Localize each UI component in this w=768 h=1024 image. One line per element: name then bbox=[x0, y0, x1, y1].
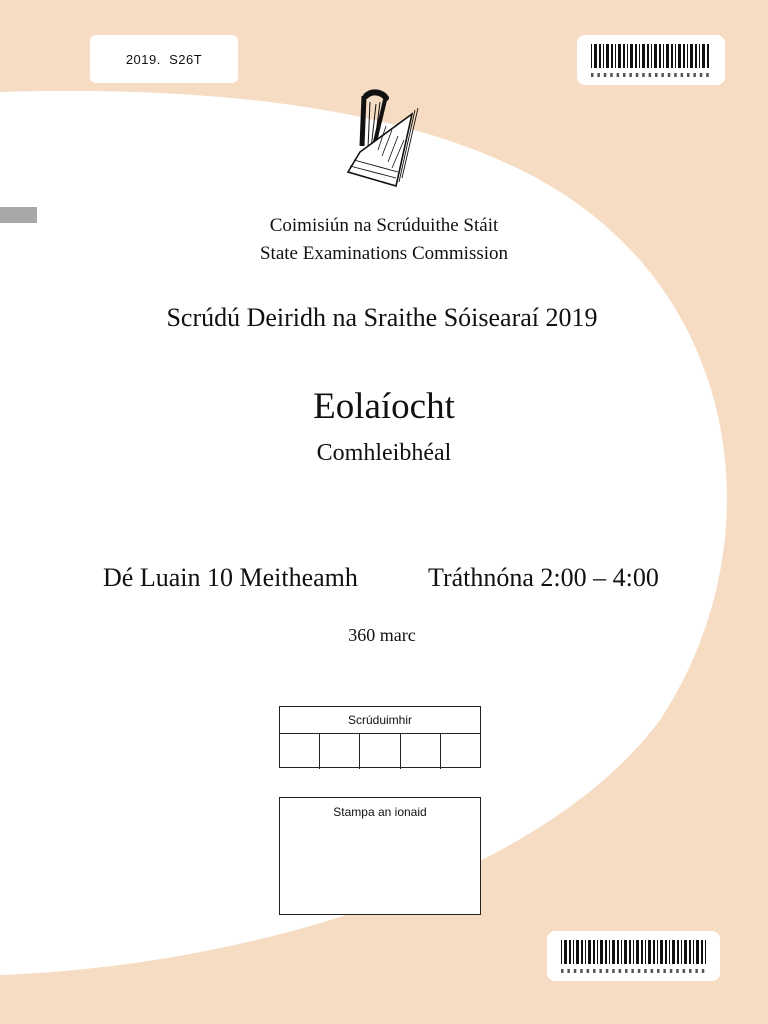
exam-title: Scrúdú Deiridh na Sraithe Sóisearaí 2019 bbox=[166, 303, 598, 332]
exam-number-cell[interactable] bbox=[401, 734, 441, 769]
exam-number-label: Scrúduimhir bbox=[280, 707, 480, 734]
bottom-barcode bbox=[547, 931, 720, 981]
top-barcode bbox=[577, 35, 725, 85]
organisation-name-english: State Examinations Commission bbox=[259, 243, 509, 264]
barcode-icon bbox=[577, 35, 725, 85]
exam-number-grid bbox=[279, 706, 481, 768]
exam-number-cell[interactable] bbox=[280, 734, 320, 769]
organisation-name-irish: Coimisiún na Scrúduithe Stáit bbox=[269, 215, 499, 236]
centre-stamp-box bbox=[279, 797, 481, 915]
exam-date: Dé Luain 10 Meitheamh bbox=[103, 563, 358, 592]
centre-stamp-label: Stampa an ionaid bbox=[333, 805, 427, 819]
harp-book-icon bbox=[338, 86, 428, 196]
exam-number-cell[interactable] bbox=[441, 734, 480, 769]
exam-number-cell[interactable] bbox=[320, 734, 360, 769]
barcode-icon bbox=[547, 931, 720, 981]
exam-number-cells bbox=[280, 734, 480, 769]
exam-level: Comhleibhéal bbox=[316, 440, 452, 466]
exam-time: Tráthnóna 2:00 – 4:00 bbox=[428, 563, 659, 592]
paper-code-label: 2019. S26T bbox=[90, 35, 238, 83]
total-marks: 360 marc bbox=[348, 625, 416, 645]
subject-title: Eolaíocht bbox=[313, 386, 455, 427]
exam-number-cell[interactable] bbox=[360, 734, 400, 769]
